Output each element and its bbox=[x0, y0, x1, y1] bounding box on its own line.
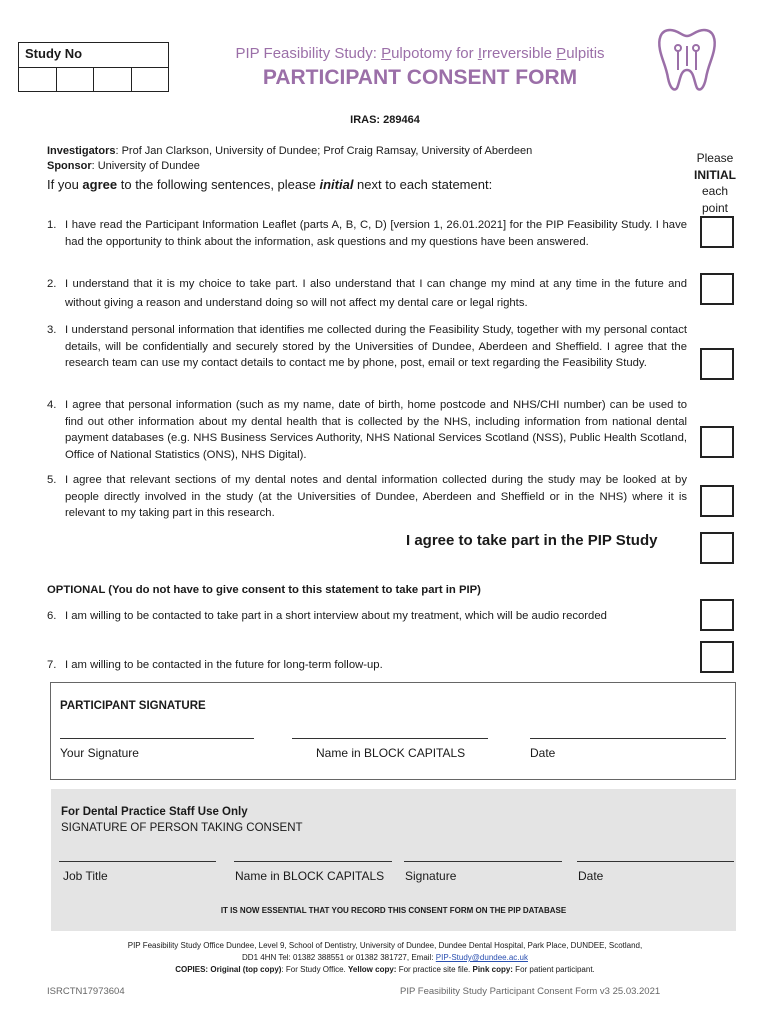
study-number-box bbox=[18, 42, 169, 92]
database-notice: IT IS NOW ESSENTIAL THAT YOU RECORD THIS CONSENT FORM ON THE PIP DATABASE bbox=[220, 906, 567, 915]
statement-item: 1. I have read the Participant Information Leaflet (parts A, B, C, D) [version 1, 26.01.2021] for the PIP Feasibility Study. I have had the opportunity to think about the information, ask questions and my questions have been answered. bbox=[47, 219, 687, 248]
staff-name-label: Name in BLOCK CAPITALS bbox=[235, 869, 385, 883]
participant-signature-box bbox=[50, 682, 736, 780]
iras-number: IRAS: 289464 bbox=[350, 114, 420, 126]
optional-statement-item: 6. I am willing to be contacted to take part in a short interview about my treatment, which will be audio recorded bbox=[47, 610, 607, 622]
date-label: Date bbox=[530, 746, 556, 760]
study-number-cell[interactable] bbox=[19, 68, 57, 92]
date-line[interactable] bbox=[530, 738, 726, 739]
initial-box-agree[interactable] bbox=[700, 532, 734, 564]
initial-box-4[interactable] bbox=[700, 426, 734, 458]
statement-item: 5. I agree that relevant sections of my dental notes and dental information collected during the study may be looked at by people directly involved in the study (at the Universities of Dundee, Aberdeen and Sheffield or in the NHS) where it is relevant to my taking part in this research. bbox=[47, 474, 687, 519]
initial-box-2[interactable] bbox=[700, 273, 734, 305]
optional-statement-item: 7. I am willing to be contacted in the future for long-term follow-up. bbox=[47, 659, 383, 671]
initial-box-3[interactable] bbox=[700, 348, 734, 380]
job-title-line[interactable] bbox=[59, 861, 216, 862]
participant-signature-heading: PARTICIPANT SIGNATURE bbox=[60, 700, 206, 712]
staff-signature-label: Signature bbox=[405, 869, 457, 883]
study-number-cell[interactable] bbox=[57, 68, 95, 92]
study-number-label: Study No bbox=[25, 46, 83, 61]
agree-statement: I agree to take part in the PIP Study bbox=[406, 532, 658, 549]
staff-date-label: Date bbox=[578, 869, 604, 883]
statement-item: 3. I understand personal information that identifies me collected during the Feasibility Study, together with my personal contact details, will be confidentially and securely stored by the Universities of Dundee, Aberdeen and Sheffield. I agree that the research team can use my contact details to contact me by phone, post, email or text regarding the Feasibility Study. bbox=[47, 324, 687, 369]
staff-use-subheading: SIGNATURE OF PERSON TAKING CONSENT bbox=[61, 822, 303, 834]
your-signature-label: Your Signature bbox=[60, 746, 139, 760]
email-link[interactable]: PIP-Study@dundee.ac.uk bbox=[435, 953, 528, 962]
staff-date-line[interactable] bbox=[577, 861, 734, 862]
study-number-cell[interactable] bbox=[132, 68, 169, 92]
initial-box-5[interactable] bbox=[700, 485, 734, 517]
initial-box-7[interactable] bbox=[700, 641, 734, 673]
form-title: PARTICIPANT CONSENT FORM bbox=[262, 66, 578, 89]
please-initial-label: Please INITIAL each point bbox=[694, 151, 736, 215]
tooth-logo-icon bbox=[656, 26, 718, 94]
instruction-text: If you agree to the following sentences, please initial next to each statement: bbox=[47, 177, 493, 192]
statement-item: 4. I agree that personal information (such as my name, date of birth, home postcode and NHS/CHI number) can be used to find out other information about my dental health that is collected by the NHS, including information from national dental payment databases (e.g. NHS Business Services Authority, NHS National Services Scotland (NSS), Public Health Scotland, Office of National Statistics (ONS), NHS Digital). bbox=[47, 399, 687, 461]
form-version: PIP Feasibility Study Participant Consent Form v3 25.03.2021 bbox=[400, 986, 661, 997]
staff-signature-line[interactable] bbox=[404, 861, 562, 862]
footer-address: PIP Feasibility Study Office Dundee, Level 9, School of Dentistry, University of Dundee, Dundee Dental Hospital, Park Place, DUNDEE, Scotland, DD1 4HN Tel: 01382 388551 or 01382 381727, Email: PIP-Study@dundee.ac.uk COPIES: Original (top copy): For Study Office. Yellow copy: For practice site file. Pink copy: For patient participant. bbox=[127, 941, 643, 974]
statement-item: 2. I understand that it is my choice to take part. I also understand that I can change my mind at any time in the future and without giving a reason and understand doing so will not affect my dental care or legal rights. bbox=[47, 278, 687, 309]
staff-name-line[interactable] bbox=[234, 861, 392, 862]
name-line[interactable] bbox=[292, 738, 488, 739]
initial-box-1[interactable] bbox=[700, 216, 734, 248]
signature-line[interactable] bbox=[60, 738, 254, 739]
job-title-label: Job Title bbox=[63, 869, 108, 883]
isrctn-number: ISRCTN17973604 bbox=[47, 986, 125, 997]
optional-heading: OPTIONAL (You do not have to give consent to this statement to take part in PIP) bbox=[47, 584, 481, 596]
investigators-block: Investigators: Prof Jan Clarkson, University of Dundee; Prof Craig Ramsay, University of Aberdeen Sponsor: University of Dundee bbox=[47, 145, 533, 172]
study-number-cell[interactable] bbox=[94, 68, 132, 92]
name-block-capitals-label: Name in BLOCK CAPITALS bbox=[316, 746, 466, 760]
initial-box-6[interactable] bbox=[700, 599, 734, 631]
study-title: PIP Feasibility Study: Pulpotomy for Irreversible Pulpitis bbox=[235, 45, 605, 62]
staff-use-heading: For Dental Practice Staff Use Only bbox=[61, 806, 248, 818]
